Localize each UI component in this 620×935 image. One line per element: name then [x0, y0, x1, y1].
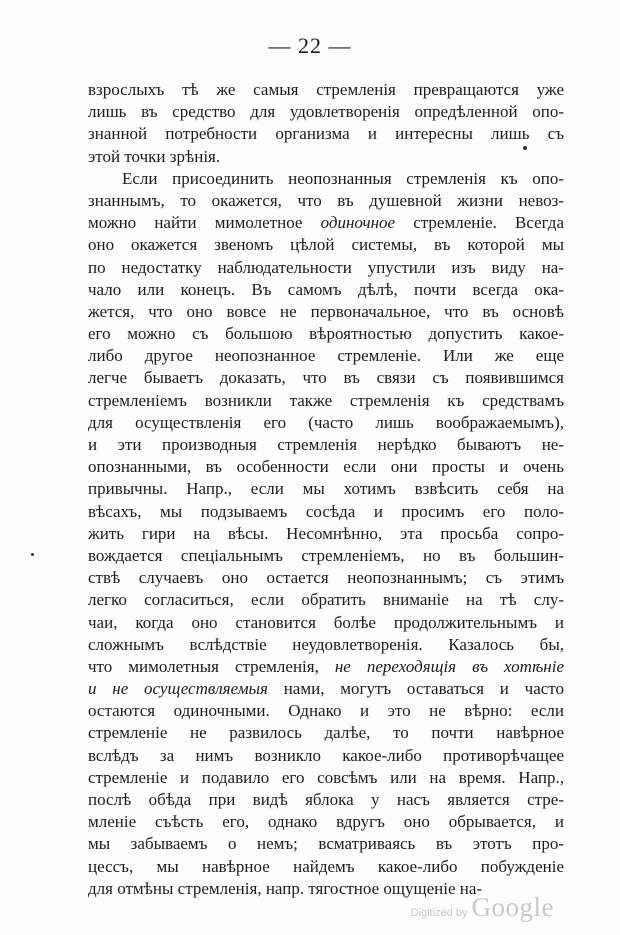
- text-line: [88, 833, 564, 855]
- page-number: — 22 —: [268, 33, 352, 58]
- text-segment: вѣсахъ, мы подзываемъ сосѣда и просимъ его поло-: [88, 501, 564, 521]
- text-line: [88, 478, 564, 500]
- text-segment: можно найти мимолетное: [88, 213, 321, 233]
- text-segment: по недостатку наблюдательности упустили изъ виду на-: [88, 257, 564, 277]
- text-segment: лишь въ средство для удовлетворенія опредѣленной опо-: [88, 102, 564, 122]
- italic-text: не переходящія въ хотѣніе: [334, 656, 564, 676]
- text-line: [88, 634, 564, 656]
- text-line: [88, 234, 564, 256]
- text-line: [88, 811, 564, 833]
- text-line: [88, 656, 564, 678]
- text-segment: чаи, когда оно становится болѣе продолжительнымъ и: [88, 612, 564, 632]
- text-segment: стремленіе. Всегда: [395, 213, 564, 233]
- text-segment: стремленіемъ возникли также стремленія къ средствамъ: [88, 390, 564, 410]
- text-line: [88, 567, 564, 589]
- text-segment: что мимолетныя стремленія,: [88, 656, 335, 676]
- text-line: [88, 323, 564, 345]
- text-line: [88, 434, 564, 456]
- text-line: [88, 545, 564, 567]
- text-segment: взрослыхъ тѣ же самыя стремленія превращаются уже: [88, 80, 564, 99]
- text-line: [88, 212, 564, 234]
- text-line: [88, 789, 564, 811]
- paragraph: [88, 79, 564, 168]
- text-segment: мы забываемъ о немъ; всматриваясь въ этотъ про-: [88, 834, 564, 854]
- text-line: [88, 367, 564, 389]
- text-line: [88, 523, 564, 545]
- text-line: [88, 279, 564, 301]
- text-segment: опознанными, въ особенности если они просты и очень: [88, 457, 564, 477]
- text-line: [88, 101, 564, 123]
- text-line: [88, 722, 564, 744]
- text-segment: сложнымъ вслѣдствіе неудовлетворенія. Казалось бы,: [88, 634, 564, 654]
- ink-speck: [523, 146, 527, 150]
- text-segment: вслѣдъ за нимъ возникло какое-либо противорѣчащее: [88, 745, 564, 765]
- text-segment: чало или конецъ. Въ самомъ дѣлѣ, почти всегда ока-: [88, 279, 564, 299]
- text-segment: и эти производныя стремленія нерѣдко бываютъ не-: [88, 435, 564, 454]
- text-line: [88, 412, 564, 434]
- text-line: [88, 257, 564, 279]
- text-segment: знаннымъ, то окажется, что въ душевной жизни невоз-: [88, 190, 564, 210]
- text-segment: Если присоединить неопознанныя стремленія къ опо-: [122, 168, 564, 188]
- text-line: [88, 168, 564, 190]
- text-segment: послѣ обѣда при видѣ яблока у насъ является стре-: [88, 790, 564, 809]
- text-segment: вождается спеціальнымъ стремленіемъ, но въ большин-: [88, 545, 564, 565]
- text-line: [88, 301, 564, 323]
- text-segment: легче бываетъ доказать, что въ связи съ появившимся: [88, 368, 564, 388]
- google-logo: Google: [471, 892, 554, 922]
- watermark-prefix: Digitized by: [410, 907, 468, 919]
- italic-text: одиночное: [320, 213, 396, 233]
- text-segment: цессъ, мы навѣрное найдемъ какое-либо побужденіе: [88, 856, 564, 876]
- text-segment: остаются одиночными. Однако и это не вѣрно: если: [88, 701, 564, 721]
- text-segment: привычны. Напр., если мы хотимъ взвѣсить себя на: [88, 479, 564, 499]
- text-segment: стремленіе не развилось далѣе, то почти навѣрное: [88, 723, 564, 743]
- text-segment: мленіе съѣсть его, однако вдругъ оно обрывается, и: [88, 812, 564, 832]
- body-text: [88, 79, 564, 900]
- text-line: [88, 456, 564, 478]
- text-line: [88, 501, 564, 523]
- text-segment: нами, могутъ оставаться и часто: [267, 679, 564, 699]
- text-segment: ствѣ случаевъ оно остается неопознаннымъ; съ этимъ: [88, 568, 564, 588]
- text-line: [88, 612, 564, 634]
- text-segment: легко согласиться, если обратить вниманіе на тѣ слу-: [88, 590, 564, 610]
- text-segment: этой точки зрѣнія.: [88, 146, 221, 166]
- italic-text: и не осуществляемыя: [88, 679, 268, 699]
- text-segment: для осуществленія его (часто лишь воображаемымъ),: [88, 412, 564, 432]
- text-line: [88, 589, 564, 611]
- text-segment: жется, что оно вовсе не первоначальное, что въ основѣ: [88, 301, 564, 321]
- text-segment: жить гири на вѣсы. Несомнѣнно, эта просьба сопро-: [88, 523, 564, 543]
- text-segment: стремленіе и подавило его совсѣмъ или на время. Напр.,: [88, 767, 564, 787]
- text-line: [88, 390, 564, 412]
- text-line: [88, 123, 564, 145]
- text-segment: либо другое неопознанное стремленіе. Или же еще: [88, 346, 564, 366]
- google-watermark: [411, 892, 554, 923]
- text-line: [88, 700, 564, 722]
- text-segment: для отмѣны стремленія, напр. тягостное ощущеніе на-: [88, 878, 483, 898]
- text-line: [88, 345, 564, 367]
- text-line: [88, 745, 564, 767]
- text-segment: знанной потребности организма и интересны лишь съ: [88, 124, 564, 144]
- text-segment: его можно съ большою вѣроятностью допустить какое-: [88, 324, 564, 344]
- text-line: [88, 856, 564, 878]
- text-line: [88, 79, 564, 101]
- text-line: [88, 678, 564, 700]
- text-line: [88, 190, 564, 212]
- text-segment: оно окажется звеномъ цѣлой системы, въ которой мы: [88, 235, 564, 255]
- paragraph: [88, 168, 564, 900]
- text-line: [88, 767, 564, 789]
- text-line: [88, 146, 564, 168]
- ink-speck: [31, 553, 34, 556]
